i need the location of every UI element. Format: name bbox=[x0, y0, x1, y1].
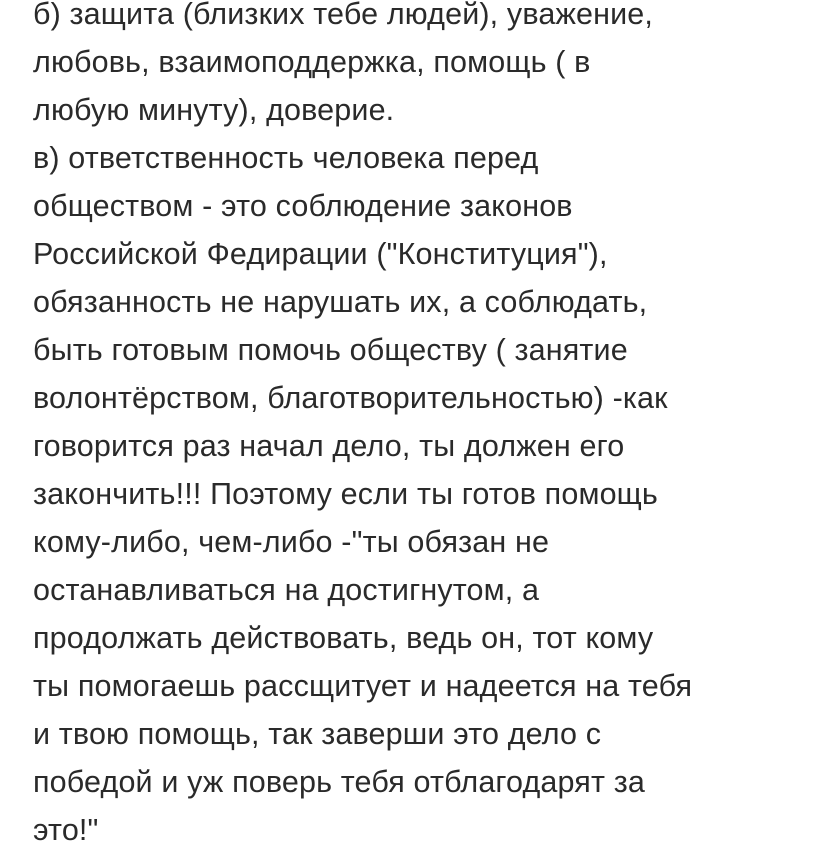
text-line: обязанность не нарушать их, а соблюдать, bbox=[33, 285, 648, 319]
text-line: Российской Федирации ("Конституция"), bbox=[33, 237, 608, 271]
text-line: кому-либо, чем-либо -"ты обязан не bbox=[33, 525, 550, 559]
text-line: в) ответственность человека перед bbox=[33, 141, 539, 175]
text-line: продолжать действовать, ведь он, тот кому bbox=[33, 621, 654, 655]
text-line: быть готовым помочь обществу ( занятие bbox=[33, 333, 628, 367]
text-line: останавливаться на достигнутом, а bbox=[33, 573, 540, 607]
text-line: обществом - это соблюдение законов bbox=[33, 189, 573, 223]
text-line: говорится раз начал дело, ты должен его bbox=[33, 429, 625, 463]
text-line: любовь, взаимоподдержка, помощь ( в bbox=[33, 45, 591, 79]
text-line: волонтёрством, благотворительностью) -как bbox=[33, 381, 668, 415]
text-line: это!" bbox=[33, 813, 99, 847]
text-line: победой и уж поверь тебя отблагодарят за bbox=[33, 765, 645, 799]
text-line: и твою помощь, так заверши это дело с bbox=[33, 717, 602, 751]
text-line: ты помогаешь рассщитует и надеется на тебя bbox=[33, 669, 693, 703]
text-line: любую минуту), доверие. bbox=[33, 93, 395, 127]
text-line: закончить!!! Поэтому если ты готов помощь bbox=[33, 477, 658, 511]
answer-text-block bbox=[33, 0, 823, 854]
text-line: б) защита (близких тебе людей), уважение, bbox=[33, 0, 654, 31]
